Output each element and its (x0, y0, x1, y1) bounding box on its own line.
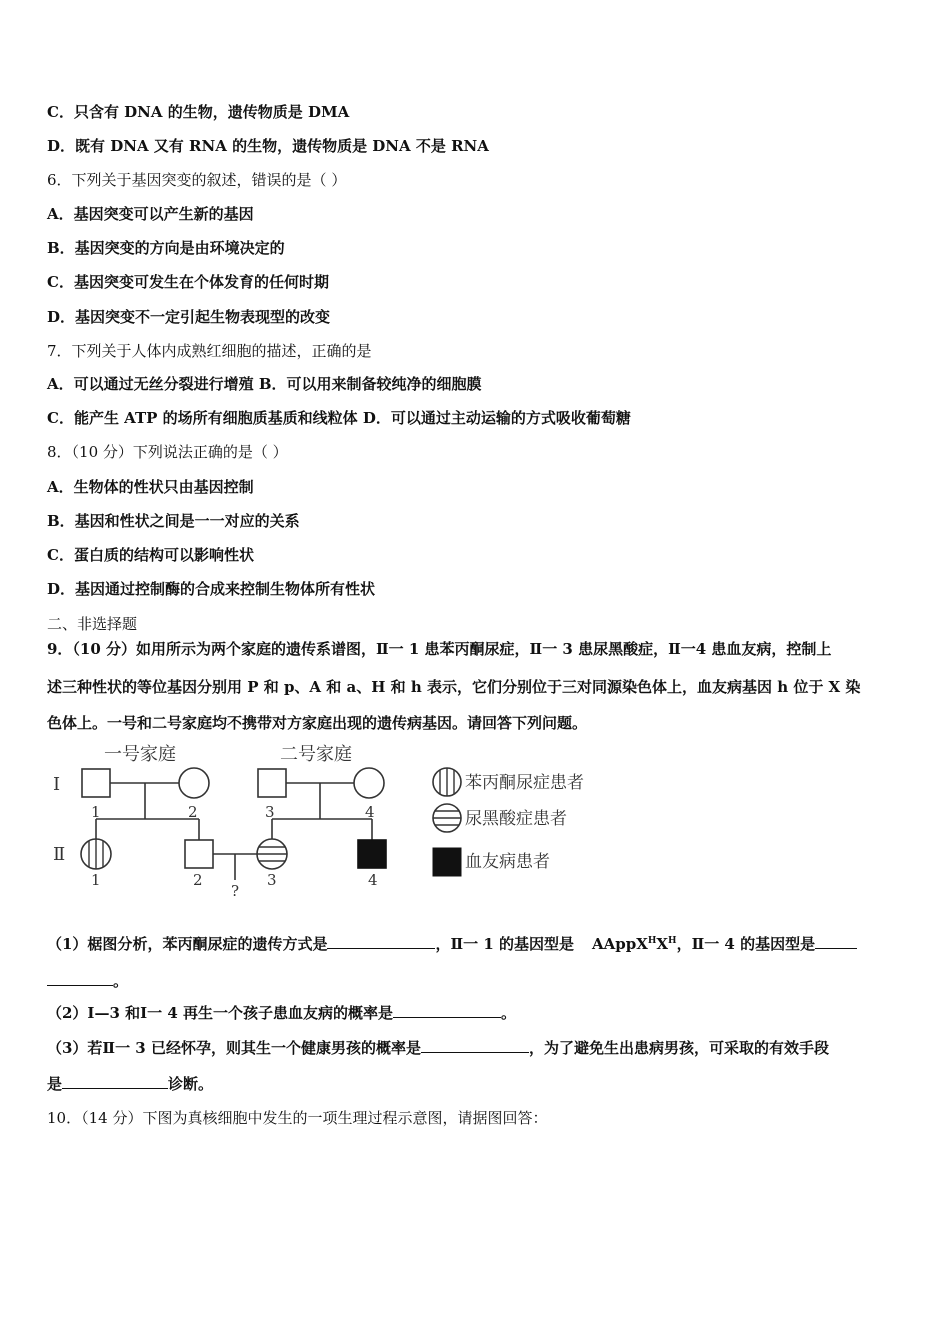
f2-II4-male-hemophilia (358, 840, 386, 868)
answer-blank-II4-genotype-cont[interactable] (47, 970, 113, 986)
q9-line1-text: 9．（10 分）如用所示为两个家庭的遗传系谱图，Ⅱ一 1 患苯丙酮尿症，Ⅱ一 3 患尿黑酸症，Ⅱ一4 患血友病，控制上 (47, 640, 832, 658)
f2-II4-number: 4 (368, 871, 378, 889)
q9-part1-line2 (47, 970, 128, 991)
legend-hemophilia-symbol (433, 848, 461, 876)
unknown-child-mark: ? (231, 882, 240, 900)
f1-I1-number: 1 (91, 803, 101, 821)
f1-II2-male (185, 840, 213, 868)
legend-hemophilia-label: 血友病患者 (465, 852, 550, 872)
q7-stem: 7．下列关于人体内成熟红细胞的描述，正确的是 (47, 342, 372, 360)
q7-options-cd: C．能产生 ATP 的场所有细胞质基质和线粒体 D．可以通过主动运输的方式吸收葡萄糖 (47, 409, 631, 427)
q8-stem: 8．（10 分）下列说法正确的是（ ） (47, 443, 288, 461)
answer-blank-diagnosis-method[interactable] (62, 1073, 168, 1089)
f2-I3-number: 3 (265, 803, 275, 821)
answer-blank-hemophilia-probability[interactable] (393, 1002, 501, 1018)
answer-blank-II4-genotype[interactable] (815, 933, 857, 949)
generation-2-label: Ⅱ (53, 844, 66, 865)
f1-II2-number: 2 (193, 871, 203, 889)
q6-option-c: C．基因突变可发生在个体发育的任何时期 (47, 273, 329, 291)
q6-option-b: B．基因突变的方向是由环境决定的 (47, 239, 285, 257)
q9-part3-text-a: （3）若Ⅱ一 3 已经怀孕，则其生一个健康男孩的概率是 (47, 1039, 421, 1057)
q9-stem-line1 (47, 639, 831, 659)
q8-option-d: D．基因通过控制酶的合成来控制生物体所有性状 (47, 580, 376, 598)
q9-part3-line1 (47, 1037, 829, 1058)
q8-option-a: A．生物体的性状只由基因控制 (47, 478, 254, 496)
q5-option-c: C．只含有 DNA 的生物，遗传物质是 DMA (47, 103, 350, 121)
q8-option-b: B．基因和性状之间是一一对应的关系 (47, 512, 300, 530)
q9-part1-text-b: ，Ⅱ一 1 的基因型是 (435, 935, 574, 953)
f1-I2-female (179, 768, 209, 798)
q9-part2 (47, 1002, 516, 1023)
f2-I4-number: 4 (365, 803, 375, 821)
q9-part3-text-d: 诊断。 (168, 1075, 214, 1093)
q9-stem-line3: 色体上。一号和二号家庭均不携带对方家庭出现的遗传病基因。请回答下列问题。 (47, 714, 588, 732)
generation-1-label: Ⅰ (53, 774, 61, 795)
answer-blank-inheritance-mode[interactable] (327, 933, 435, 949)
pedigree-figure (47, 738, 607, 903)
q6-option-d: D．基因突变不一定引起生物表现型的改变 (47, 308, 331, 326)
q9-stem-line2: 述三种性状的等位基因分别用 P 和 p、A 和 a、H 和 h 表示，它们分别位于三对同源染色体上，血友病基因 h 位于 X 染 (47, 678, 861, 696)
family1-label: 一号家庭 (104, 744, 176, 765)
q8-option-c: C．蛋白质的结构可以影响性状 (47, 546, 254, 564)
q9-part3-text-c: 是 (47, 1075, 63, 1093)
section-heading: 二、非选择题 (47, 615, 138, 633)
q5-option-d: D．既有 DNA 又有 RNA 的生物，遗传物质是 DNA 不是 RNA (47, 137, 489, 155)
f1-I2-number: 2 (188, 803, 198, 821)
q6-option-a: A．基因突变可以产生新的基因 (47, 205, 254, 223)
q9-part2-end: 。 (501, 1004, 517, 1022)
q9-part1-genotype: $AAppX^HX^H$ (591, 935, 677, 953)
q10-stem: 10．（14 分）下图为真核细胞中发生的一项生理过程示意图，请据图回答： (47, 1109, 548, 1127)
legend-alkaptonuria-label: 尿黑酸症患者 (465, 809, 567, 829)
f2-I3-male (258, 769, 286, 797)
q9-part1-line1 (47, 931, 857, 954)
q7-options-ab: A．可以通过无丝分裂进行增殖 B．可以用来制备较纯净的细胞膜 (47, 375, 482, 393)
f1-II1-number: 1 (91, 871, 101, 889)
f2-II3-number: 3 (267, 871, 277, 889)
q9-part1-text-a: （1）椐图分析，苯丙酮尿症的遗传方式是 (47, 935, 328, 953)
q9-part2-text: （2）Ⅰ—3 和Ⅰ一 4 再生一个孩子患血友病的概率是 (47, 1004, 394, 1022)
q9-part3-line2 (47, 1073, 213, 1094)
legend-pku-label: 苯丙酮尿症患者 (465, 773, 584, 793)
q9-part1-end: 。 (113, 972, 129, 990)
f2-I4-female (354, 768, 384, 798)
f1-I1-male (82, 769, 110, 797)
q6-stem: 6．下列关于基因突变的叙述，错误的是（ ） (47, 171, 347, 189)
q9-part1-text-c: ，Ⅱ一 4 的基因型是 (676, 935, 816, 953)
answer-blank-healthy-boy-probability[interactable] (421, 1037, 529, 1053)
family2-label: 二号家庭 (280, 744, 352, 765)
q9-part3-text-b: ，为了避免生出患病男孩，可采取的有效手段 (528, 1039, 829, 1057)
